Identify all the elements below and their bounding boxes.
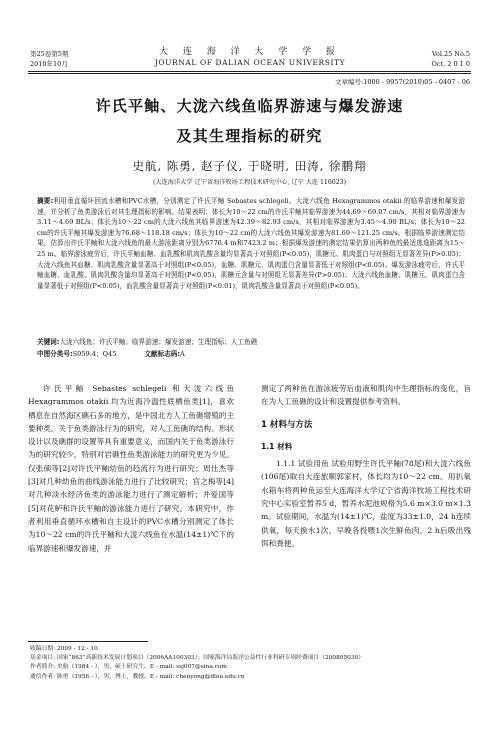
journal-title-en: JOURNAL OF DALIAN OCEAN UNIVERSITY: [154, 58, 346, 67]
footnote-rule: [28, 641, 148, 642]
volume-cn: 第25卷第5期: [30, 50, 69, 58]
classification: [37, 349, 465, 359]
doc-code-label: 文献标志码:: [144, 350, 181, 358]
volume-en: Vol.25 No.5: [431, 50, 470, 58]
title-line-1: 许氏平鲉、大泷六线鱼临界游速与爆发游速: [95, 97, 404, 115]
keywords-label: 关键词:: [37, 338, 60, 346]
section-heading: 1 材料与方法: [261, 419, 313, 430]
author-list: 史航, 陈勇, 赵子仪, 于晓明, 田涛, 徐鹏翔: [132, 159, 367, 173]
body-left-column: 许氏平鲉 Sebastes schlegeli 和大泷六线鱼 Hexagrammos otakii 均为近海冷温性底栖鱼类[1]，喜欢栖息在自然海区礁石多的地方，是中国北方人工鱼礁增殖的主要种类。关于鱼类游泳行为的研究，对人工鱼礁的结构、形状设计以及礁群的设置等具有重要意义，而国内关于鱼类游泳行为的研究较少，特别对岩礁性鱼类游泳能力的研究更为少见。仅张硕等[2]对许氏平鲉幼鱼的趋流行为进行研究；周仕杰等[3]对几种幼鱼的曲线游泳能力进行了比较研究；官之梅等[4]对几种淡水经济鱼类的游泳能力进行了测定解析；井爱国等[5]对花鲈和许氏平鲉的游泳能力进行了研究。本研究中，作者利用垂直循环水槽和自主设计的PVC水槽分别测定了体长为10～22 cm的许氏平鲉和大泷六线鱼在水温(14±1)℃下的临界游速和爆发游速，并: [28, 384, 234, 553]
article-number: 文章编号:1000 - 9957(2010)05 - 0407 - 06: [335, 78, 470, 86]
date-cn: 2010年10月: [30, 60, 68, 68]
journal-title-cn: 大 连 海 洋 大 学 学 报: [158, 47, 342, 57]
title-line-2: 及其生理指标的研究: [176, 127, 323, 145]
header-rule: [28, 71, 471, 72]
header-issue: [30, 49, 68, 69]
intro-continuation: 测定了两种鱼在游泳疲劳后血液和肌肉中生理指标的变化，旨在为人工鱼礁的设计和设置提供参考资料。: [261, 384, 471, 407]
header-issue-en: [432, 49, 470, 69]
footnote-received: 收稿日期: 2009 - 12 - 10: [30, 646, 98, 652]
footnote-corresponding: 通信作者: 陈勇（1956 - ），男，博士，教授。E - mail: chenyong@dlou.edu.cn: [30, 673, 245, 680]
footnotes: [30, 645, 470, 682]
clc-label: 中图分类号:: [37, 350, 73, 358]
date-en: Oct. 2 0 1 0: [431, 60, 470, 68]
affiliation: (大连海洋大学 辽宁省海洋牧场工程技术研究中心, 辽宁 大连 116023): [153, 179, 346, 186]
footnote-fund: 基金项目: 国家“863”高新技术发展计划项目（2006AA100303）；国家海洋局海洋公益性行业科研专项经费项目（200805030）: [30, 655, 365, 662]
keywords: [37, 337, 465, 347]
body-right-column: [261, 382, 471, 550]
doc-code-value: A: [180, 350, 185, 358]
materials-paragraph: 1.1.1 试验用鱼 试验用野生许氏平鲉(78尾)和大泷六线鱼(106尾)取自大连旅顺郭家村，体长均为10～22 cm。用扒氧水箱车将两种鱼运至大连海洋大学辽宁省海洋牧场工程技术研究中心实验室暂养5 d，暂养水泥池规格为5.6 m×3.0 m×1.3 m。试验期间，水温为(14±1)℃，盐度为33±1.0，24 h连续供氧，每天换水1次，早晚各投喂1次生鲜鱼肉，2 h后吸出残饵和粪便。: [261, 459, 471, 548]
keywords-text: 大泷六线鱼；许氏平鲉；临界游速；爆发游速；生理指标；人工鱼礁: [59, 338, 258, 346]
abstract-text: 利用垂直循环回流水槽和PVC水槽，分别测定了许氏平鲉 Sebastes schlegeli、大泷六线鱼 Hexagrammos otakii 的临界游速和爆发游速，并分析了鱼类游泳后对其生理指标的影响。结果表明：体长为10～22 cm的许氏平鲉其临界游速为44.69～69.07 cm/s，其相对临界游速为3.11～4.69 BL/s；体长为10～22 cm的大泷六线鱼其临界游速为42.39～82.93 cm/s，其相对临界游速为3.45～4.90 BL/s；体长为10～22 cm的许氏平鲉其爆发游速为76.68～118.18 cm/s；体长为10～22 cm的大泷六线鱼其爆发游速为81.69～121.25 cm/s。根据临界游速测定结果，估算出许氏平鲉和大泷六线鱼的最大游泳距离分别为6776.4 m和7423.2 m；根据爆发游速的测定结果估算出两种鱼的最适逃逸距离为15～25 m。临界游泳疲劳后，许氏平鲉血糖、血乳酸和肌肉乳酸含量均显著高于对照组(P<0.05)，肌糖元、肌肉蛋白与对照组无显著差异(P>0.05)；大泷六线鱼其血糖、肌肉乳酸含量显著高于对照组(P<0.05)，血糖、肌糖元、肌肉蛋白含量显著低于对照组(P<0.05)。爆发游泳疲劳后，许氏平鲉血糖、血乳酸、肌肉乳酸含量均显著高于对照组(P<0.05)，肌糖元含量与对照组无显著差异(P>0.05)；大泷六线鱼血糖、肌糖元、肌肉蛋白含量显著低于对照组(P<0.05)，血乳酸含量显著高于对照组(P<0.01)，肌肉乳酸含量显著高于对照组(P<0.05)。: [37, 197, 465, 290]
clc-value: S959.4；Q45: [72, 350, 117, 358]
footnote-author: 作者简介: 史航（1984 - ），男，硕士研究生。E - mail: ssj007@sina.com: [30, 664, 227, 671]
abstract-label: 摘要:: [37, 197, 54, 205]
header-rule-thin: [28, 73, 471, 74]
abstract: [37, 196, 465, 291]
journal-header: [130, 47, 370, 68]
subsection-heading: 1.1 材料: [261, 441, 293, 451]
